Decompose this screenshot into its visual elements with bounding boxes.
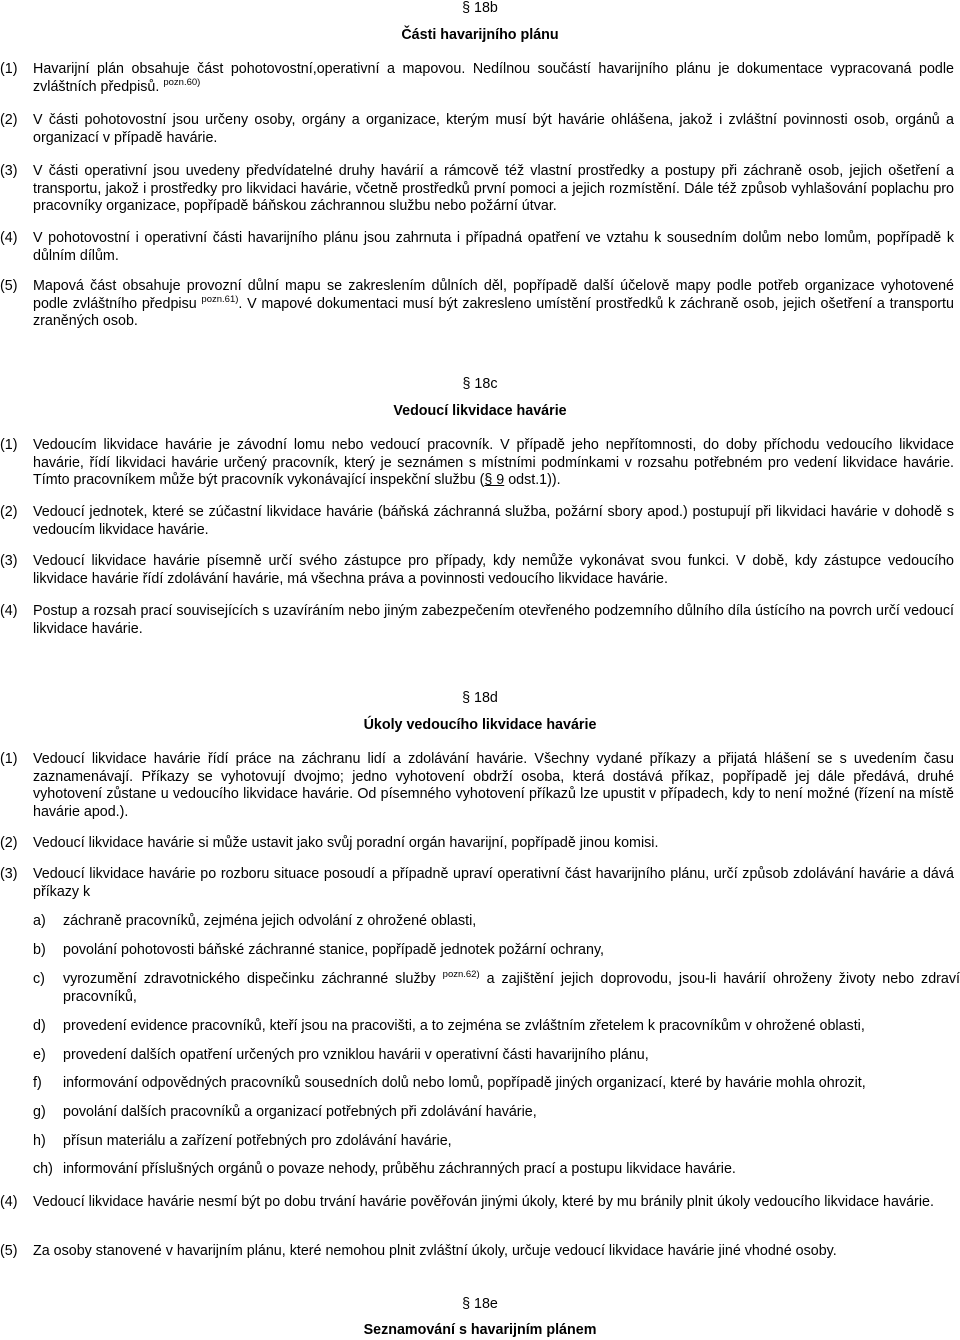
section-18c-title: Vedoucí likvidace havárie	[393, 403, 567, 419]
section-link[interactable]: § 9	[484, 472, 505, 488]
footnote-ref: pozn.62)	[442, 969, 480, 980]
section-18b-number: § 18b	[462, 0, 498, 16]
section-18e-title: Seznamování s havarijním plánem	[363, 1322, 597, 1338]
document-page: § 18b Části havarijního plánu (1) Havarijní plán obsahuje část pohotovostní,operativní a mapovou. Nedílnou součástí havarijního plánu je dokumentace vypracovaná podle zvláštních předpisů. $^{pozn.60)}$ (2) V části pohotovostní jsou určeny osoby, orgány a organizace, kterým musí být havárie ohlášena, jakož i zvláštní povinnosti osob, orgánů a organizací v případě havárie. (3) V části operativní jsou uvedeny předvídatelné druhy havárií a rámcově též vlastní prostředky a postupy při záchraně osob, jejich ošetření a transportu, jakož i prostředky pro likvidaci havárie, včetně prostředků první pomoci a jejich rozmístění. Dále též způsob vyhlašování poplachu pro pracovníky organizace, popřípadě báňskou záchrannou službu nebo požární útvar. (4) V pohotovostní i operativní části havarijního plánu jsou zahrnuta i případná opatření ve vztahu k sousedním dolům nebo lomům, popřípadě k důlním dílům. (5) Mapová část obsahuje provozní důlní mapu se zakreslením důlních děl, popřípadě další účelově mapy podle potřeb organizace vyhotovené podle zvláštního předpisu $^{pozn.61)}$. V mapové dokumentaci musí být zakresleno umístění prostředků k záchraně osob, jejich ošetření a transportu zraněných osob. § 18c Vedoucí likvidace havárie (1) Vedoucím likvidace havárie je závodní lomu nebo vedoucí pracovník. V případě jeho nepřítomnosti, do doby příchodu vedoucího likvidace havárie, řídí likvidaci havárie určený pracovník, který je seznámen s místními podmínkami v rozsahu potřebném pro vedení likvidace havárie. Tímto pracovníkem může být pracovník vykonávající inspekční službu (§ 9 odst.1)). (2) Vedoucí jednotek, které se zúčastní likvidace havárie (báňská záchranná služba, požární sbory apod.) postupují při likvidaci havárie v dohodě s vedoucím likvidace havárie. (3) Vedoucí likvidace havárie písemně určí svého zástupce pro případy, kdy nemůže vykonávat svou funkci. V době, kdy zástupce vedoucího likvidace havárie řídí zdolávání havárie, má všechna práva a povinnosti vedoucího likvidace havárie. (4) Postup a rozsah prací souvisejících s uzavíráním nebo jiným zabezpečením otevřeného podzemního důlního díla ústícího na povrch určí vedoucí likvidace havárie. § 18d Úkoly vedoucího likvidace havárie (1) Vedoucí likvidace havárie řídí práce na záchranu lidí a zdolávání havárie. Všechny vydané příkazy a přijatá hlášení se s uvedením času zaznamenávají. Příkazy se vyhotovují dvojmo; jedno vyhotovení obdrží osoba, která dostává příkaz, popřípadě jej dále předává, druhé vyhotovení zůstane u vedoucího likvidace havárie. Od písemného vyhotovení příkazů lze upustit v případech, kdy to není možné (řízení na místě havárie apod.). (2) Vedoucí likvidace havárie si může ustavit jako svůj poradní orgán havarijní, popřípadě jinou komisi. (3) Vedoucí likvidace havárie po rozboru situace posoudí a případně upraví operativní část havarijního plánu, určí způsob zdolávání havárie a dává příkazy k a) záchraně pracovníků, zejména jejich odvolání z ohrožené oblasti, b) povolání pohotovosti báňské záchranné stanice, popřípadě jednotek požární ochrany, c) vyrozumění zdravotnického dispečinku záchranné služby $^{pozn.62)}$ a zajištění jejich doprovodu, jsou-li havárií ohroženy životy nebo zdraví pracovníků, d) provedení evidence pracovníků, kteří jsou na pracovišti, a to zejména se zvláštním zřetelem k pracovníkům v ohrožené oblasti, e) provedení dalších opatření určených pro vzniklou havárii v operativní části havarijního plánu, f) informování odpovědných pracovníků sousedních dolů nebo lomů, popřípadě jiných organizací, které by havárie mohla ohrozit, g) povolání dalších pracovníků a organizací potřebných při zdolávání havárie, h) přísun materiálu a zařízení potřebných pro zdolávání havárie, ch) informování příslušných orgánů o povaze nehody, průběhu záchranných prací a postupu likvidace havárie. (4) Vedoucí likvidace havárie nesmí být po dobu trvání havárie pověřován jinými úkoly, které by mu bránily plnit úkoly vedoucího likvidace havárie. (5) Za osoby stanovené v havarijním plánu, které nemohou plnit zvláštní úkoly, určuje vedoucí likvidace havárie jiné vhodné osoby. § 18e Seznamování s havarijním plánem	[0, 0, 960, 1338]
section-18d-number: § 18d	[462, 690, 498, 706]
section-18b-title: Části havarijního plánu	[401, 27, 559, 43]
section-18e-number: § 18e	[462, 1296, 498, 1312]
section-18c-number: § 18c	[462, 376, 498, 392]
footnote-ref: pozn.60)	[163, 76, 201, 88]
footnote-ref: pozn.61)	[201, 293, 239, 305]
section-18d-title: Úkoly vedoucího likvidace havárie	[363, 717, 597, 733]
